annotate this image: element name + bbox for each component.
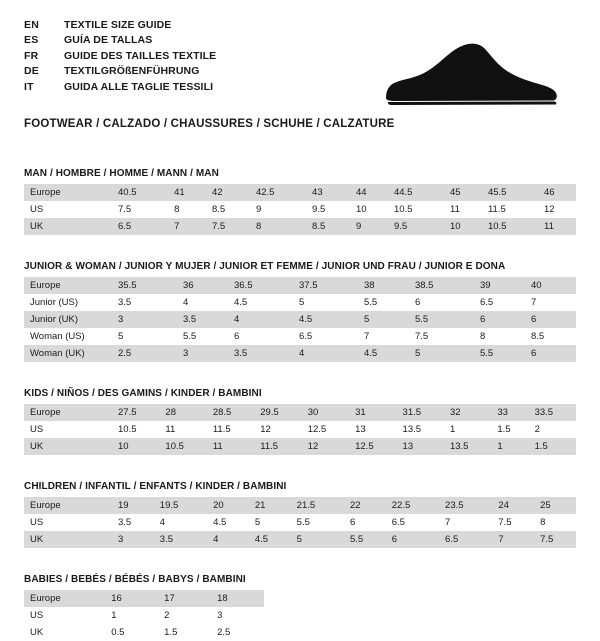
cell: 1.5 [158,624,211,641]
cell: 5.5 [177,328,228,345]
cell: 10.5 [112,421,159,438]
cell: 5.5 [474,345,525,362]
row-label: UK [24,531,112,548]
cell: 1 [444,421,491,438]
cell: 11.5 [482,201,538,218]
cell: 2.5 [211,624,264,641]
cell: 46 [538,184,576,201]
cell: 5.5 [344,531,386,548]
cell: 7.5 [492,514,534,531]
cell: 5 [291,531,344,548]
cell: 0.5 [105,624,158,641]
cell: 10 [112,438,159,455]
table-row [24,311,576,328]
cell: 2 [529,421,576,438]
cell: 12.5 [349,438,396,455]
cell: 6 [525,345,576,362]
row-label: US [24,607,105,624]
cell: 4 [154,514,207,531]
language-code: FR [24,49,39,62]
cell: 13 [349,421,396,438]
cell: 4 [177,294,228,311]
table-row [24,184,576,201]
table-row [24,277,576,294]
table-row [24,624,264,641]
cell: 4 [228,311,293,328]
cell: 3.5 [112,294,177,311]
cell: 6 [409,294,474,311]
cell: 6.5 [112,218,168,235]
table-row [24,421,576,438]
size-table-body [24,497,576,548]
size-table-body [24,184,576,235]
table-row [24,607,264,624]
row-label: Europe [24,184,112,201]
cell: 8 [250,218,306,235]
cell: 11 [159,421,206,438]
table-row [24,404,576,421]
cell: 19 [112,497,154,514]
language-row [24,18,216,33]
cell: 31 [349,404,396,421]
cell: 32 [444,404,491,421]
cell: 43 [306,184,350,201]
cell: 36.5 [228,277,293,294]
cell: 2.5 [112,345,177,362]
cell: 4.5 [249,531,291,548]
cell: 45.5 [482,184,538,201]
section-title: KIDS / NIÑOS / DES GAMINS / KINDER / BAMBINI [24,388,262,399]
language-row [24,49,216,64]
table-row [24,328,576,345]
cell: 12 [538,201,576,218]
language-row [24,64,216,79]
language-title: GUIDA ALLE TAGLIE TESSILI [64,80,214,93]
cell: 6 [344,514,386,531]
cell: 7 [358,328,409,345]
size-table-body [24,404,576,455]
cell: 21 [249,497,291,514]
cell: 4.5 [293,311,358,328]
cell: 44.5 [388,184,444,201]
cell: 22 [344,497,386,514]
cell: 7 [439,514,492,531]
cell: 19.5 [154,497,207,514]
language-title: TEXTILE SIZE GUIDE [64,19,172,31]
cell: 5.5 [291,514,344,531]
cell: 3 [211,607,264,624]
row-label: Europe [24,277,112,294]
row-label: Junior (US) [24,294,112,311]
language-title-list-body [24,18,216,95]
cell: 6 [386,531,439,548]
table-row [24,294,576,311]
table-row [24,514,576,531]
cell: 33.5 [529,404,576,421]
cell: 3.5 [112,514,154,531]
cell: 7.5 [534,531,576,548]
cell: 7.5 [112,201,168,218]
cell: 7 [168,218,206,235]
cell: 17 [158,590,211,607]
cell: 10 [350,201,388,218]
cell: 38 [358,277,409,294]
dress-shoe-icon [376,38,566,108]
size-table-body [24,277,576,362]
language-title: TEXTILGRÖßENFÜHRUNG [64,65,200,78]
table-row [24,218,576,235]
cell: 25 [534,497,576,514]
section-kids [24,388,576,455]
cell: 4.5 [207,514,249,531]
table-row [24,438,576,455]
cell: 42.5 [250,184,306,201]
row-label: Woman (US) [24,328,112,345]
size-table-babies [24,590,264,641]
cell: 4.5 [228,294,293,311]
cell: 6.5 [439,531,492,548]
table-row [24,497,576,514]
cell: 12 [302,438,349,455]
cell: 12 [254,421,301,438]
row-label: US [24,421,112,438]
cell: 30 [302,404,349,421]
cell: 8.5 [525,328,576,345]
cell: 10.5 [482,218,538,235]
cell: 6 [525,311,576,328]
cell: 45 [444,184,482,201]
cell: 31.5 [397,404,444,421]
cell: 3 [112,311,177,328]
cell: 4 [207,531,249,548]
section-man [24,168,576,235]
cell: 5 [293,294,358,311]
cell: 11 [207,438,254,455]
cell: 5 [409,345,474,362]
section-title: JUNIOR & WOMAN / JUNIOR Y MUJER / JUNIOR ET FEMME / JUNIOR UND FRAU / JUNIOR E DONA [24,261,506,272]
cell: 5 [112,328,177,345]
language-row [24,80,216,95]
cell: 9.5 [388,218,444,235]
cell: 3.5 [177,311,228,328]
cell: 5.5 [358,294,409,311]
cell: 9.5 [306,201,350,218]
cell: 11.5 [254,438,301,455]
cell: 33 [491,404,528,421]
cell: 6 [228,328,293,345]
size-table-man [24,184,576,235]
cell: 22.5 [386,497,439,514]
cell: 27.5 [112,404,159,421]
cell: 36 [177,277,228,294]
cell: 6.5 [386,514,439,531]
cell: 41 [168,184,206,201]
row-label: Europe [24,404,112,421]
cell: 1.5 [529,438,576,455]
cell: 13 [397,438,444,455]
cell: 39 [474,277,525,294]
cell: 8 [534,514,576,531]
cell: 16 [105,590,158,607]
cell: 3.5 [154,531,207,548]
cell: 8.5 [306,218,350,235]
language-title: GUÍA DE TALLAS [64,34,153,47]
document-header [24,18,576,104]
language-code: DE [24,65,39,78]
cell: 13.5 [444,438,491,455]
language-title: GUIDE DES TAILLES TEXTILE [64,49,217,62]
cell: 10.5 [388,201,444,218]
row-label: US [24,201,112,218]
cell: 20 [207,497,249,514]
size-table-junior-woman [24,277,576,362]
row-label: Junior (UK) [24,311,112,328]
table-row [24,201,576,218]
cell: 28 [159,404,206,421]
language-row [24,33,216,48]
language-code: ES [24,34,39,47]
cell: 44 [350,184,388,201]
cell: 40 [525,277,576,294]
section-babies [24,574,576,641]
cell: 3 [177,345,228,362]
row-label: US [24,514,112,531]
cell: 10 [444,218,482,235]
cell: 1 [105,607,158,624]
table-row [24,531,576,548]
cell: 12.5 [302,421,349,438]
cell: 2 [158,607,211,624]
cell: 3.5 [228,345,293,362]
table-row [24,345,576,362]
cell: 13.5 [397,421,444,438]
cell: 1.5 [491,421,528,438]
cell: 11.5 [207,421,254,438]
cell: 42 [206,184,250,201]
cell: 29.5 [254,404,301,421]
row-label: UK [24,438,112,455]
cell: 5 [249,514,291,531]
cell: 5 [358,311,409,328]
cell: 21.5 [291,497,344,514]
cell: 3 [112,531,154,548]
row-label: Europe [24,590,105,607]
cell: 4.5 [358,345,409,362]
language-title-list [24,18,216,95]
row-label: UK [24,218,112,235]
cell: 18 [211,590,264,607]
cell: 6.5 [474,294,525,311]
cell: 4 [293,345,358,362]
section-title: CHILDREN / INFANTIL / ENFANTS / KINDER / BAMBINI [24,481,287,492]
cell: 6.5 [293,328,358,345]
cell: 8.5 [206,201,250,218]
language-code: IT [24,80,34,93]
cell: 7.5 [206,218,250,235]
cell: 5.5 [409,311,474,328]
cell: 7 [492,531,534,548]
cell: 24 [492,497,534,514]
cell: 8 [168,201,206,218]
cell: 10.5 [159,438,206,455]
cell: 7 [525,294,576,311]
cell: 8 [474,328,525,345]
section-title: BABIES / BEBÉS / BÉBÉS / BABYS / BAMBINI [24,574,246,585]
footwear-section-title: FOOTWEAR / CALZADO / CHAUSSURES / SCHUHE / CALZATURE [24,118,395,130]
cell: 23.5 [439,497,492,514]
size-table-kids [24,404,576,455]
row-label: Europe [24,497,112,514]
cell: 11 [444,201,482,218]
cell: 6 [474,311,525,328]
cell: 9 [250,201,306,218]
size-table-children [24,497,576,548]
cell: 40.5 [112,184,168,201]
cell: 38.5 [409,277,474,294]
cell: 28.5 [207,404,254,421]
section-title: MAN / HOMBRE / HOMME / MANN / MAN [24,168,219,179]
section-children [24,481,576,548]
size-table-body [24,590,264,641]
row-label: UK [24,624,105,641]
cell: 9 [350,218,388,235]
cell: 11 [538,218,576,235]
section-junior-woman [24,261,576,362]
row-label: Woman (UK) [24,345,112,362]
cell: 7.5 [409,328,474,345]
cell: 35.5 [112,277,177,294]
language-code: EN [24,19,39,31]
table-row [24,590,264,607]
cell: 37.5 [293,277,358,294]
cell: 1 [491,438,528,455]
